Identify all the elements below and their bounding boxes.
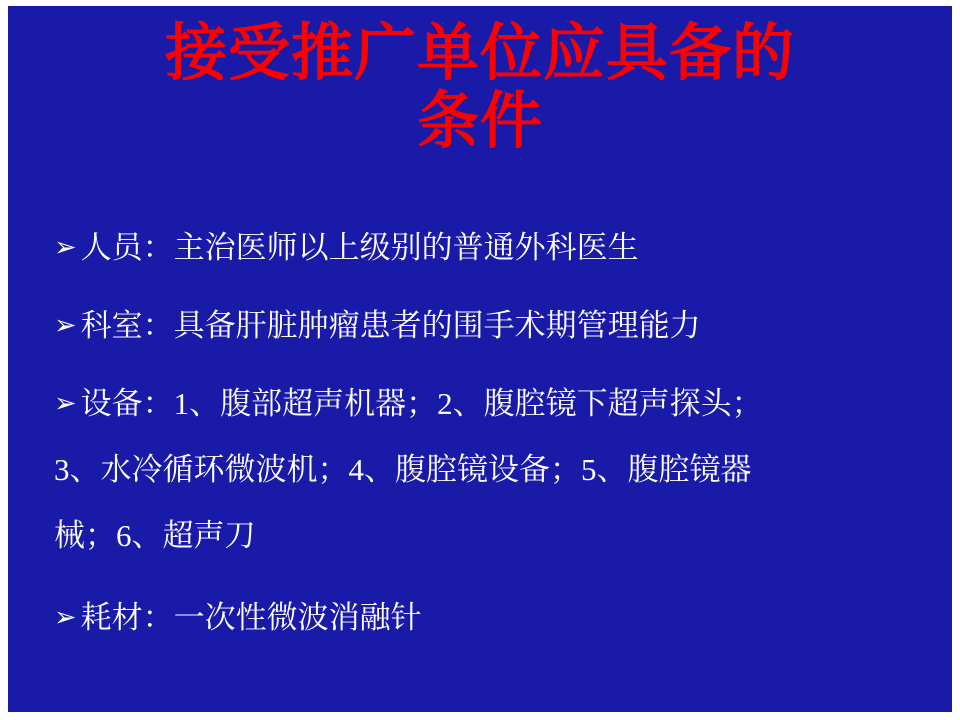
bullet-text-consumables: 耗材：一次性微波消融针 xyxy=(80,600,422,636)
bullet-text-personnel: 人员：主治医师以上级别的普通外科医生 xyxy=(80,230,639,265)
slide-title-line-1: 接受推广单位应具备的 xyxy=(164,20,795,88)
bullet-arrow-icon: ➢ xyxy=(54,310,77,341)
bullet-item-personnel xyxy=(54,224,930,272)
slide-title xyxy=(8,20,952,156)
slide-title-line-2: 条件 xyxy=(416,88,543,157)
bullet-item-consumables xyxy=(54,594,930,642)
bullet-text-department: 科室：具备肝脏肿瘤患者的围手术期管理能力 xyxy=(80,308,701,344)
bullet-text-equipment-line-3: 械；6、超声刀 xyxy=(54,518,256,554)
bullet-arrow-icon: ➢ xyxy=(54,602,77,633)
bullet-arrow-icon: ➢ xyxy=(54,232,77,262)
bullet-item-department xyxy=(54,302,930,350)
slide-body xyxy=(54,224,930,642)
bullet-arrow-icon: ➢ xyxy=(54,388,77,419)
bullet-item-equipment xyxy=(54,380,930,560)
bullet-text-equipment: 设备：1、腹部超声机器；2、腹腔镜下超声探头； xyxy=(80,386,763,422)
bullet-text-equipment-line-2: 3、水冷循环微波机；4、腹腔镜设备；5、腹腔镜器 xyxy=(54,452,752,488)
